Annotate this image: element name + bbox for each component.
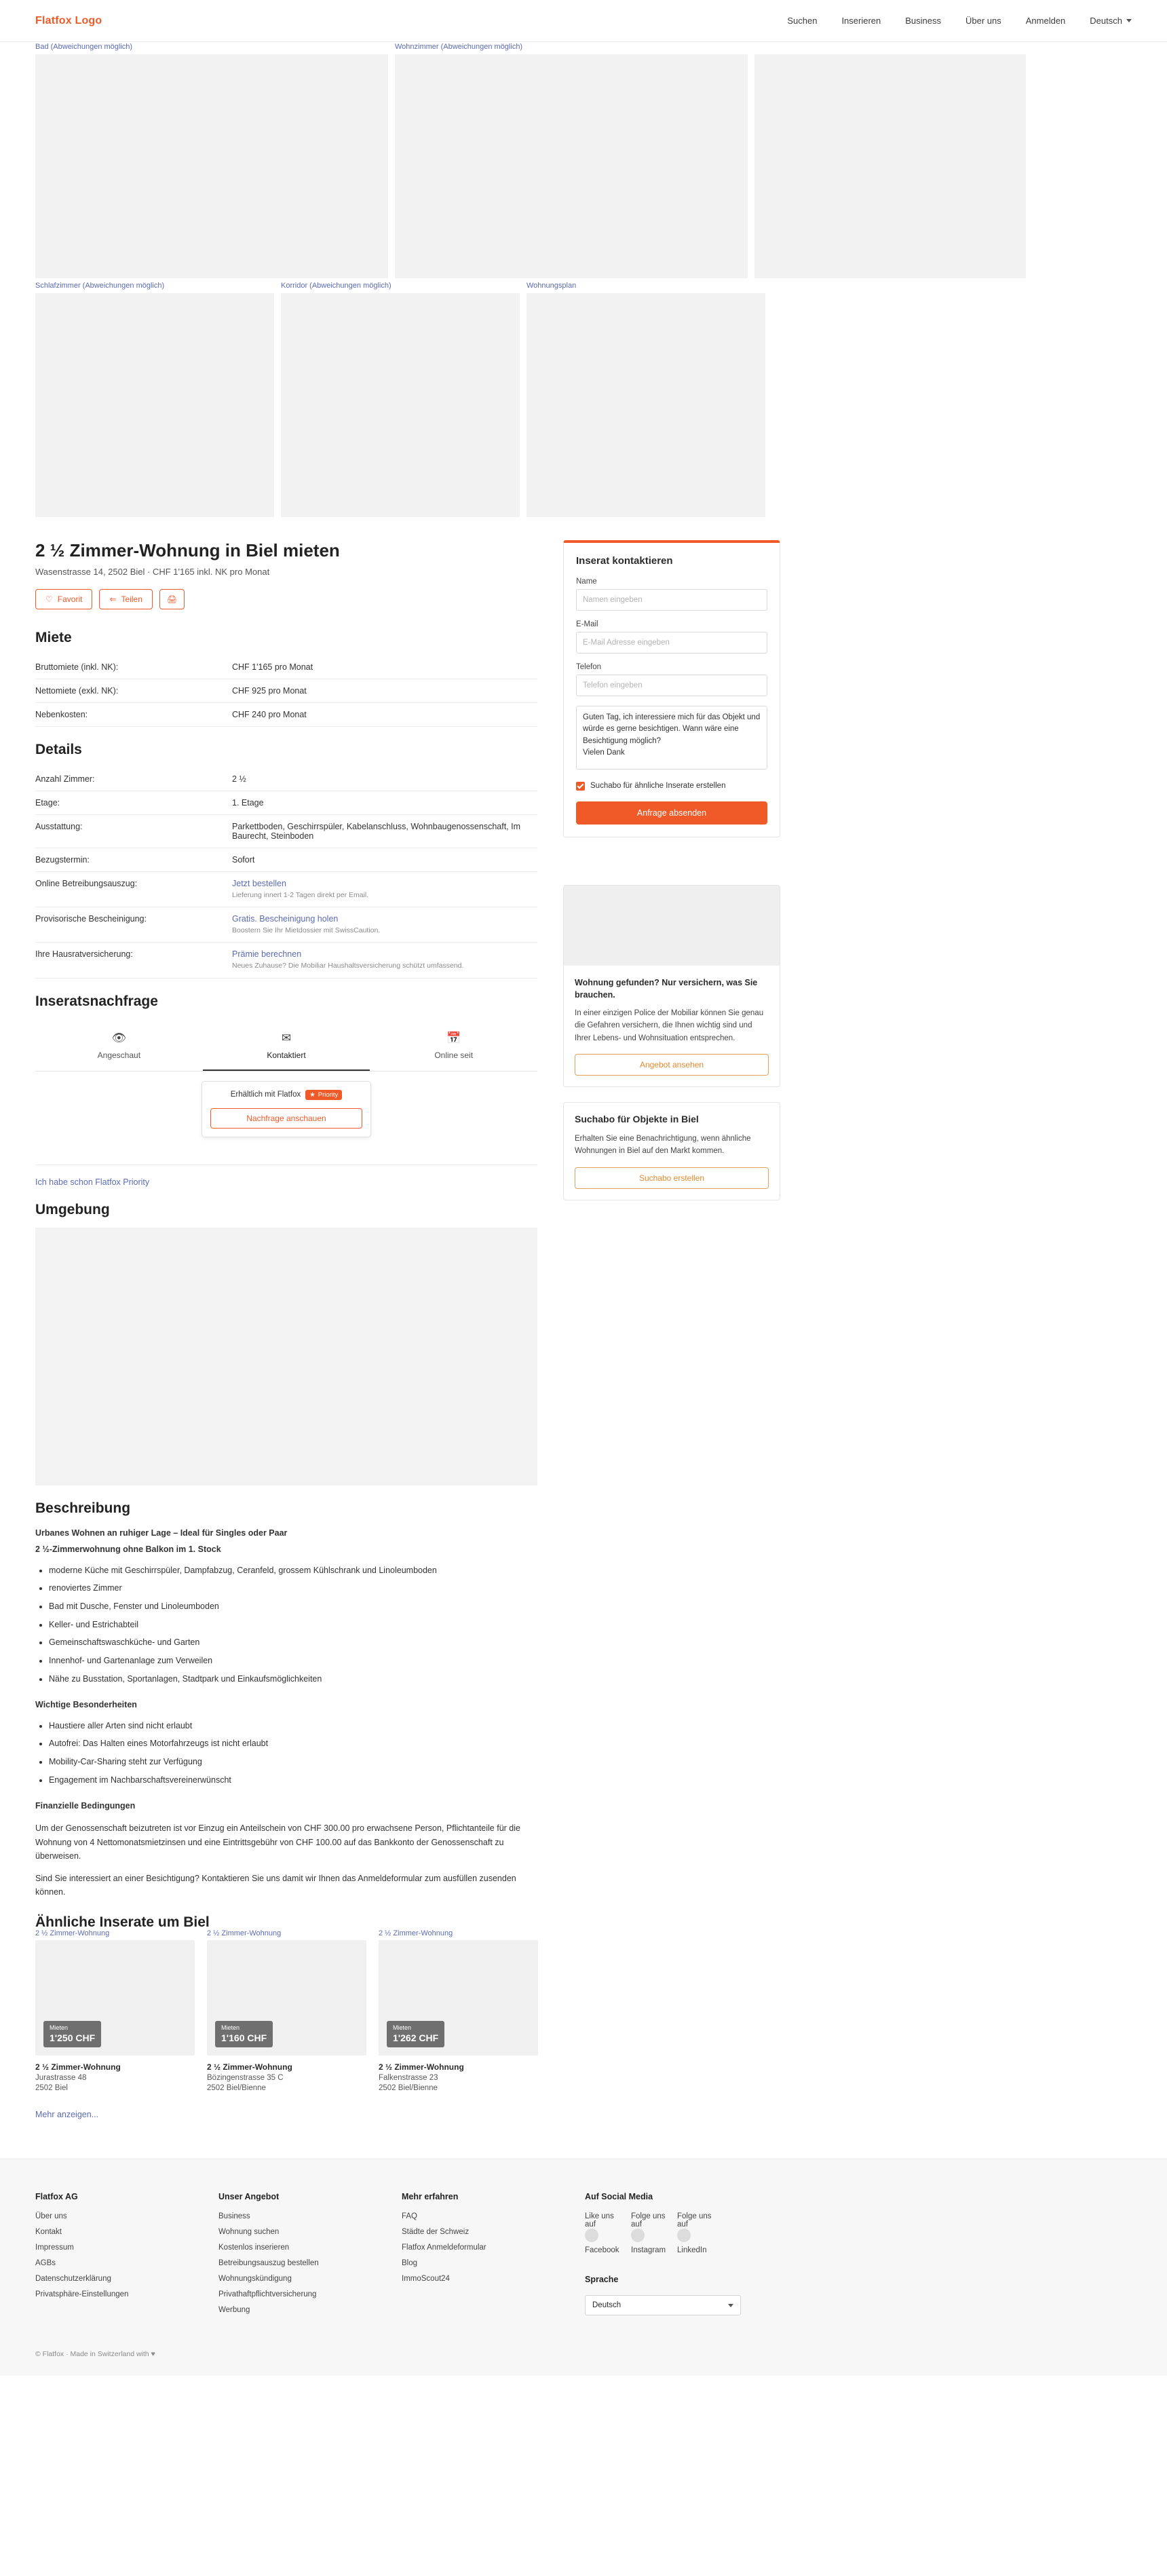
list-item: • Autofrei: Das Halten eines Motorfahrzeugs ist nicht erlaubt xyxy=(49,1737,537,1751)
similar-title: 2 ½ Zimmer-Wohnung xyxy=(35,2062,121,2072)
inquiry-heading: Inseratsnachfrage xyxy=(35,993,158,1009)
contact-form-heading: Inserat kontaktieren xyxy=(576,555,673,567)
subscription-heading: Suchabo für Objekte in Biel xyxy=(575,1113,699,1124)
footer-link[interactable]: Wohnungskündigung xyxy=(218,2275,292,2284)
gallery-image-korridor[interactable] xyxy=(281,282,520,517)
right-column xyxy=(563,540,780,1200)
gallery-caption: Wohnzimmer (Abweichungen möglich) xyxy=(395,43,523,51)
page-footer xyxy=(0,2159,1167,2376)
subscription-text: Erhalten Sie eine Benachrichtigung, wenn ähnliche Wohnungen in Biel auf den Markt kommen. xyxy=(575,1134,751,1156)
social-prefix: Like uns auf xyxy=(585,2212,614,2229)
top-navigation xyxy=(787,16,1132,26)
row-value: 1. Etage xyxy=(232,791,537,815)
footer-link[interactable]: Städte der Schweiz xyxy=(402,2228,470,2237)
row-key: Ausstattung: xyxy=(35,815,232,848)
betreibungsauszug-link[interactable]: Jetzt bestellen xyxy=(232,879,286,888)
advertisement-card xyxy=(563,885,780,1087)
already-priority-link[interactable]: Ich habe schon Flatfox Priority xyxy=(35,1177,150,1187)
promo-header xyxy=(210,1090,362,1100)
price-value: 1'160 CHF xyxy=(221,2032,267,2043)
priority-label: Priority xyxy=(318,1091,339,1099)
stat-label: Online seit xyxy=(434,1050,474,1060)
description-body xyxy=(35,1526,537,1900)
row-key: Nebenkosten: xyxy=(35,703,232,727)
miete-table xyxy=(35,656,537,727)
footer-language-value: Deutsch xyxy=(592,2301,621,2310)
list-item: • Nähe zu Busstation, Sportanlagen, Stadtpark und Einkaufsmöglichkeiten xyxy=(49,1672,537,1686)
share-label: Teilen xyxy=(121,594,142,604)
social-prefix: Folge uns auf xyxy=(631,2212,666,2229)
show-more-link[interactable]: Mehr anzeigen... xyxy=(35,2110,99,2120)
social-name: Instagram xyxy=(631,2246,666,2255)
similar-title: 2 ½ Zimmer-Wohnung xyxy=(207,2062,292,2072)
similar-image[interactable] xyxy=(379,1929,538,2056)
top-header xyxy=(0,0,1167,42)
row-key: Provisorische Bescheinigung: xyxy=(35,907,232,943)
social-links xyxy=(585,2212,768,2254)
details-table xyxy=(35,768,537,979)
footer-link[interactable]: AGBs xyxy=(35,2259,56,2268)
description-bullets-1 xyxy=(35,1564,537,1686)
eye-icon: 👁 xyxy=(111,1031,127,1044)
footer-link[interactable]: Business xyxy=(218,2212,250,2221)
footer-column-title: Mehr erfahren xyxy=(402,2192,459,2202)
stat-label: Kontaktiert xyxy=(267,1050,306,1060)
linkedin-icon[interactable] xyxy=(677,2229,691,2242)
flame-icon: ★ xyxy=(309,1091,315,1099)
similar-street: Bözingenstrasse 35 C xyxy=(207,2074,284,2083)
description-lead-1: Urbanes Wohnen an ruhiger Lage – Ideal für Singles oder Paar xyxy=(35,1528,288,1538)
similar-caption: 2 ½ Zimmer-Wohnung xyxy=(207,1929,282,1938)
footer-link[interactable]: Betreibungsauszug bestellen xyxy=(218,2259,319,2268)
row-subtext: Boostern Sie Ihr Mietdossier mit SwissCaution. xyxy=(232,926,381,935)
price-badge xyxy=(215,2021,273,2047)
footer-columns xyxy=(35,2192,1132,2322)
price-label: Mieten xyxy=(50,2024,69,2032)
row-value: Parkettboden, Geschirrspüler, Kabelanschluss, Wohnbaugenossenschaft, Im Baurecht, Steinboden xyxy=(232,815,537,848)
listing-actions xyxy=(35,589,537,609)
price-label: Mieten xyxy=(393,2024,412,2032)
stat-angeschaut[interactable] xyxy=(35,1019,203,1071)
nav-item-inserieren[interactable]: Inserieren xyxy=(841,16,881,26)
table-row xyxy=(35,656,537,679)
share-button[interactable] xyxy=(99,589,152,609)
nav-item-anmelden[interactable]: Anmelden xyxy=(1025,16,1066,26)
similar-street: Jurastrasse 48 xyxy=(35,2074,87,2083)
footer-language-select[interactable] xyxy=(585,2295,741,2315)
gallery-image-schlafzimmer[interactable] xyxy=(35,282,274,517)
footer-link[interactable]: Kontakt xyxy=(35,2228,62,2237)
similar-title: 2 ½ Zimmer-Wohnung xyxy=(379,2062,464,2072)
list-item: • Bad mit Dusche, Fenster und Linoleumboden xyxy=(49,1599,537,1614)
similar-city: 2502 Biel xyxy=(35,2084,68,2093)
name-input[interactable] xyxy=(576,589,767,611)
social-link-instagram[interactable] xyxy=(631,2212,669,2254)
footer-column-title: Auf Social Media xyxy=(585,2192,653,2202)
favorite-button[interactable] xyxy=(35,589,92,609)
footer-column-title: Flatfox AG xyxy=(35,2192,78,2202)
facebook-icon[interactable] xyxy=(585,2229,598,2242)
share-icon: ⇐ xyxy=(109,594,117,604)
table-row xyxy=(35,768,537,791)
ad-text: In einer einzigen Police der Mobiliar können Sie genau die Gefahren versichern, die Ihnen wichtig sind und Ihrer Lebens- und Wohnsituation entsprechen. xyxy=(575,1008,764,1042)
description-paragraph-2: Sind Sie interessiert an einer Besichtigung? Kontaktieren Sie uns damit wir Ihnen das Anmeldeformular zum ausfüllen zusenden können. xyxy=(35,1873,516,1897)
ad-image xyxy=(564,886,780,966)
search-subscription-checkbox-row[interactable] xyxy=(576,781,767,792)
language-value: Deutsch xyxy=(1090,16,1122,26)
stat-kontaktiert[interactable] xyxy=(203,1019,370,1071)
footer-link[interactable]: Über uns xyxy=(35,2212,67,2221)
nav-item-ueber-uns[interactable]: Über uns xyxy=(965,16,1001,26)
row-key: Bezugstermin: xyxy=(35,848,232,872)
copyright-text: © Flatfox · Made in Switzerland with ♥ xyxy=(35,2350,155,2359)
similar-caption: 2 ½ Zimmer-Wohnung xyxy=(379,1929,453,1938)
checkbox-label: Suchabo für ähnliche Inserate erstellen xyxy=(590,782,726,790)
list-item: • moderne Küche mit Geschirrspüler, Dampfabzug, Ceranfeld, grossem Kühlschrank und Linoleumboden xyxy=(49,1564,537,1578)
email-label: E-Mail xyxy=(576,620,598,628)
table-row xyxy=(35,679,537,703)
row-key: Nettomiete (exkl. NK): xyxy=(35,679,232,703)
table-row xyxy=(35,872,537,907)
price-badge xyxy=(387,2021,444,2047)
description-paragraph-1: Um der Genossenschaft beizutreten ist vor Einzug ein Anteilschein von CHF 300.00 pro erwachsene Person, Pflichtanteile für die Wohnung von 4 Nettomonatsmietzinsen und eine Eintrittsgebühr von CHF 100.00 auf das Bankkonto der Genossenschaft zu überweisen. xyxy=(35,1823,520,1861)
footer-link[interactable]: Privathaftpflichtversicherung xyxy=(218,2290,317,2299)
instagram-icon[interactable] xyxy=(631,2229,645,2242)
praemie-link[interactable]: Prämie berechnen xyxy=(232,949,302,960)
email-field-group xyxy=(576,620,767,654)
ad-body xyxy=(564,966,780,1086)
inquiry-stats xyxy=(35,1019,537,1072)
stat-label: Angeschaut xyxy=(97,1050,141,1060)
left-column xyxy=(35,540,537,2119)
language-selector[interactable] xyxy=(1090,16,1132,26)
view-inquiry-button[interactable]: Nachfrage anschauen xyxy=(210,1108,362,1129)
footer-link[interactable]: Werbung xyxy=(218,2306,250,2315)
phone-label: Telefon xyxy=(576,663,602,671)
gallery-image-wohnungsplan[interactable] xyxy=(527,282,765,517)
list-item: • Engagement im Nachbarschaftsvereinerwünscht xyxy=(49,1773,537,1787)
similar-image[interactable] xyxy=(207,1929,366,2056)
row-key: Online Betreibungsauszug: xyxy=(35,872,232,907)
table-row xyxy=(35,943,537,978)
page-title: 2 ½ Zimmer-Wohnung in Biel mieten xyxy=(35,540,340,561)
ad-cta-button[interactable]: Angebot ansehen xyxy=(575,1054,769,1076)
row-key: Ihre Hausratversicherung: xyxy=(35,943,232,978)
row-subtext: Neues Zuhause? Die Mobiliar Haushaltsversicherung schützt umfassend. xyxy=(232,962,464,970)
footer-link[interactable]: Flatfox Anmeldeformular xyxy=(402,2243,486,2252)
name-field-group xyxy=(576,577,767,611)
row-value: CHF 240 pro Monat xyxy=(232,703,537,727)
table-row xyxy=(35,703,537,727)
similar-street: Falkenstrasse 23 xyxy=(379,2074,438,2083)
nav-item-suchen[interactable]: Suchen xyxy=(787,16,818,26)
list-item: • Gemeinschaftswaschküche- und Garten xyxy=(49,1635,537,1650)
message-field-group xyxy=(576,706,767,772)
stat-online-seit[interactable] xyxy=(370,1019,537,1071)
phone-field[interactable] xyxy=(576,675,767,696)
priority-badge xyxy=(305,1090,342,1100)
table-row xyxy=(35,907,537,943)
footer-link[interactable]: FAQ xyxy=(402,2212,418,2221)
row-key: Etage: xyxy=(35,791,232,815)
table-row xyxy=(35,815,537,848)
flatfox-logo[interactable]: Flatfox Logo xyxy=(35,14,102,26)
gallery-image-bad[interactable] xyxy=(35,43,388,278)
print-icon: 🖨 xyxy=(166,594,178,604)
ad-title: Wohnung gefunden? Nur versichern, was Sie brauchen. xyxy=(575,977,758,1000)
footer-link[interactable]: Kostenlos inserieren xyxy=(218,2243,290,2252)
footer-link[interactable]: Datenschutzerklärung xyxy=(35,2275,111,2284)
description-subheading-3: Finanzielle Bedingungen xyxy=(35,1801,136,1811)
social-prefix: Folge uns auf xyxy=(677,2212,712,2229)
gallery-caption: Wohnungsplan xyxy=(527,282,577,290)
description-bullets-2 xyxy=(35,1719,537,1787)
social-name: Facebook xyxy=(585,2246,619,2255)
search-subscription-card xyxy=(563,1102,780,1200)
social-name: LinkedIn xyxy=(677,2246,707,2255)
footer-column-title: Unser Angebot xyxy=(218,2192,280,2202)
promo-text: Erhältlich mit Flatfox xyxy=(230,1091,301,1099)
footer-link[interactable]: Impressum xyxy=(35,2243,74,2252)
email-field[interactable] xyxy=(576,632,767,654)
gallery-caption: Bad (Abweichungen möglich) xyxy=(35,43,133,51)
price-value: 1'250 CHF xyxy=(50,2032,96,2043)
description-heading: Beschreibung xyxy=(35,1500,131,1516)
submit-inquiry-button[interactable]: Anfrage absenden xyxy=(576,801,767,825)
heart-icon: ♡ xyxy=(45,594,53,604)
row-value: 2 ½ xyxy=(232,768,537,791)
footer-column-learn-more xyxy=(402,2192,585,2322)
miete-heading: Miete xyxy=(35,630,72,645)
checkbox-checked-icon[interactable] xyxy=(576,782,585,791)
footer-language-title: Sprache xyxy=(585,2275,619,2285)
list-item: • Haustiere aller Arten sind nicht erlaubt xyxy=(49,1719,537,1733)
list-item[interactable] xyxy=(379,1929,538,2093)
map-view[interactable] xyxy=(35,1228,537,1485)
footer-column-company xyxy=(35,2192,218,2322)
list-item: • Keller- und Estrichabteil xyxy=(49,1618,537,1632)
similar-city: 2502 Biel/Bienne xyxy=(207,2084,266,2093)
row-value: Sofort xyxy=(232,848,537,872)
price-badge xyxy=(43,2021,101,2047)
row-key: Bruttomiete (inkl. NK): xyxy=(35,656,232,679)
photo-gallery xyxy=(0,42,1167,517)
social-link-linkedin[interactable] xyxy=(677,2212,715,2254)
details-heading: Details xyxy=(35,742,82,757)
description-lead-2: 2 ½-Zimmerwohnung ohne Balkon im 1. Stock xyxy=(35,1545,221,1555)
price-value: 1'262 CHF xyxy=(393,2032,439,2043)
environment-heading: Umgebung xyxy=(35,1201,110,1217)
phone-field-group xyxy=(576,663,767,696)
favorite-label: Favorit xyxy=(57,594,83,604)
row-key: Anzahl Zimmer: xyxy=(35,768,232,791)
gallery-caption: Korridor (Abweichungen möglich) xyxy=(281,282,391,290)
row-value: CHF 925 pro Monat xyxy=(232,679,537,703)
footer-column-social xyxy=(585,2192,768,2322)
gallery-caption: Schlafzimmer (Abweichungen möglich) xyxy=(35,282,165,290)
similar-city: 2502 Biel/Bienne xyxy=(379,2084,438,2093)
footer-link[interactable]: Wohnung suchen xyxy=(218,2228,280,2237)
bescheinigung-link[interactable]: Gratis. Bescheinigung holen xyxy=(232,914,339,924)
row-subtext: Lieferung innert 1-2 Tagen direkt per Email. xyxy=(232,891,369,899)
name-label: Name xyxy=(576,577,597,586)
similar-image[interactable] xyxy=(35,1929,195,2056)
chevron-down-icon xyxy=(728,2304,733,2307)
table-row xyxy=(35,791,537,815)
create-subscription-button[interactable]: Suchabo erstellen xyxy=(575,1167,769,1189)
description-subheading-2: Wichtige Besonderheiten xyxy=(35,1700,137,1710)
show-more-row xyxy=(35,2110,537,2119)
gallery-image-extra[interactable] xyxy=(754,54,1026,278)
row-value: CHF 1'165 pro Monat xyxy=(232,656,537,679)
list-item: • renoviertes Zimmer xyxy=(49,1581,537,1595)
calendar-icon: 📅 xyxy=(446,1031,461,1044)
list-item: • Mobility-Car-Sharing steht zur Verfügung xyxy=(49,1755,537,1769)
contact-form-card xyxy=(563,540,780,837)
footer-link[interactable]: Blog xyxy=(402,2259,418,2268)
similar-heading: Ähnliche Inserate um Biel xyxy=(35,1914,210,1931)
list-item: • Innenhof- und Gartenanlage zum Verweilen xyxy=(49,1654,537,1668)
footer-language-block xyxy=(585,2275,768,2315)
similar-caption: 2 ½ Zimmer-Wohnung xyxy=(35,1929,110,1938)
gallery-image-wohnzimmer[interactable] xyxy=(395,43,748,278)
footer-link[interactable]: ImmoScout24 xyxy=(402,2275,450,2284)
main-content xyxy=(0,523,1167,2119)
nav-item-business[interactable]: Business xyxy=(905,16,941,26)
similar-listings xyxy=(35,1929,537,2093)
table-row xyxy=(35,848,537,872)
price-label: Mieten xyxy=(221,2024,240,2032)
social-link-facebook[interactable] xyxy=(585,2212,623,2254)
list-item[interactable] xyxy=(35,1929,195,2093)
chevron-down-icon xyxy=(1126,19,1132,22)
mail-icon: ✉ xyxy=(281,1031,292,1044)
message-textarea[interactable] xyxy=(576,706,767,770)
already-priority-row xyxy=(35,1164,537,1187)
footer-link[interactable]: Privatsphäre-Einstellungen xyxy=(35,2290,129,2299)
list-item[interactable] xyxy=(207,1929,366,2093)
listing-address: Wasenstrasse 14, 2502 Biel · CHF 1'165 inkl. NK pro Monat xyxy=(35,567,270,577)
print-button[interactable] xyxy=(159,589,185,609)
footer-column-offer xyxy=(218,2192,402,2322)
priority-promo-card xyxy=(202,1081,371,1137)
